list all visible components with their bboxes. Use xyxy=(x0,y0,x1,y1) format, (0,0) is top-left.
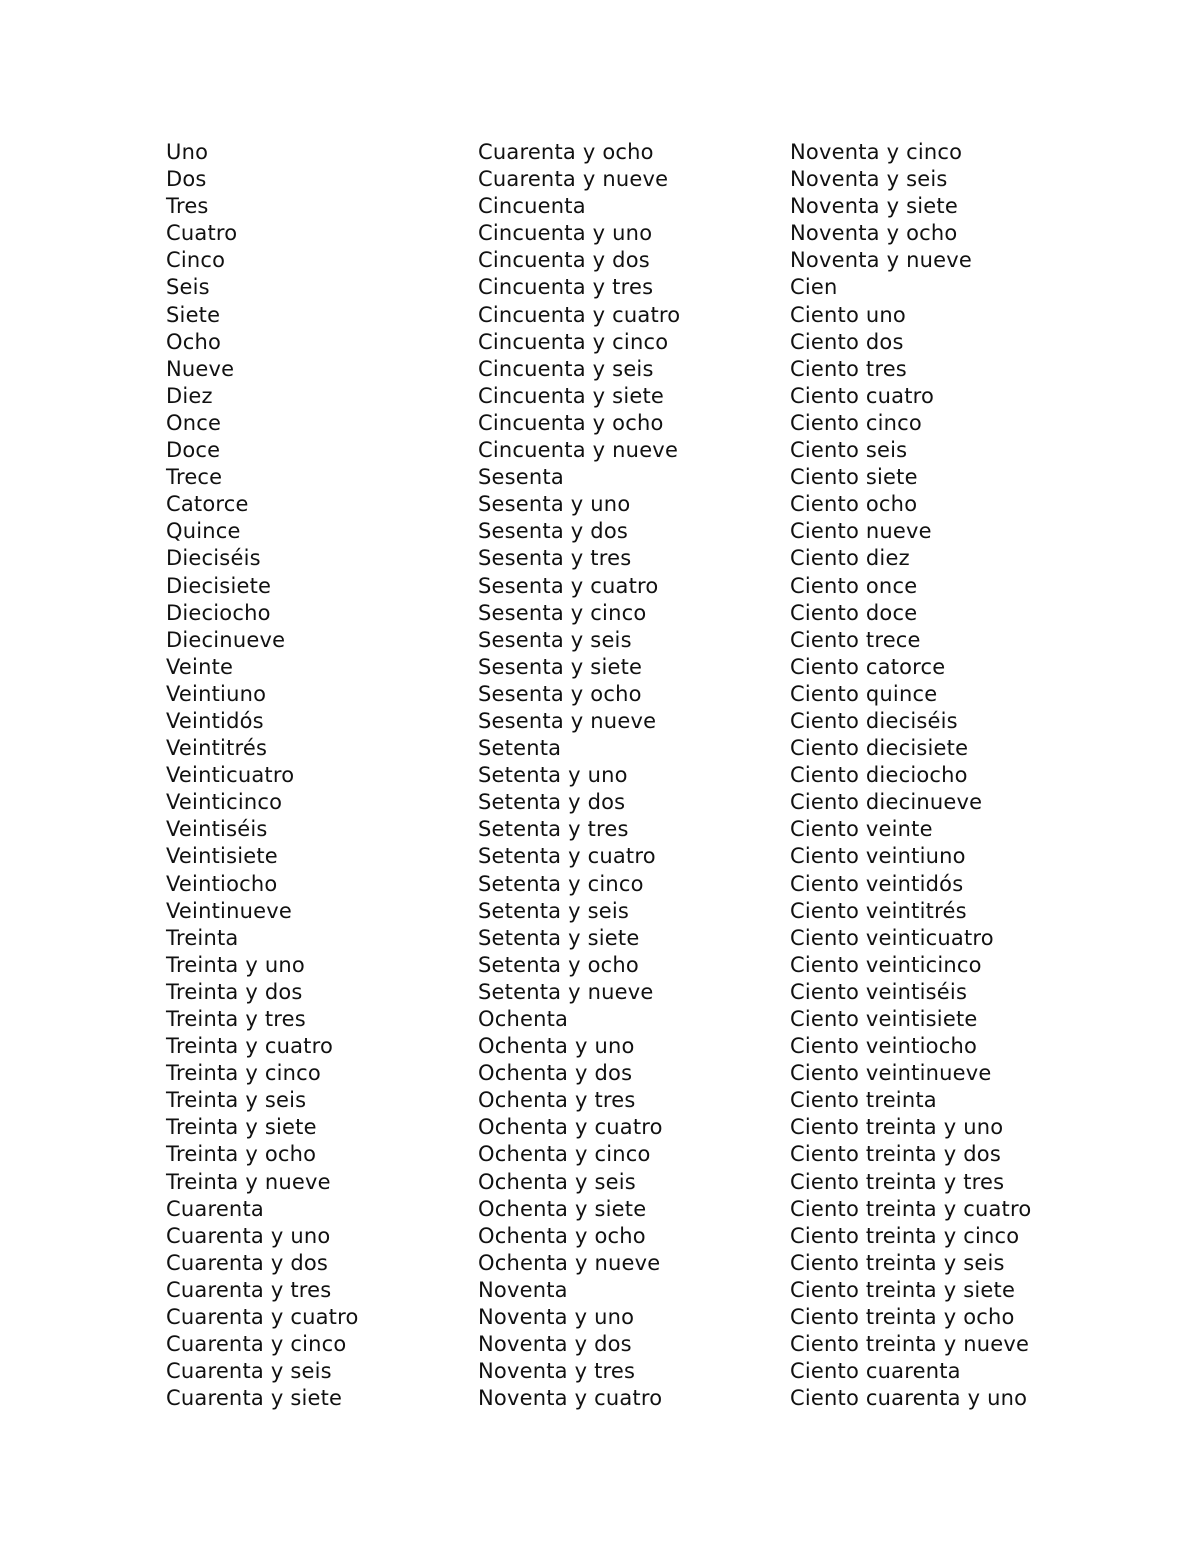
number-word: Ciento quince xyxy=(790,681,938,706)
number-word: Diecisiete xyxy=(166,573,272,598)
number-word: Cincuenta y dos xyxy=(478,248,650,273)
number-word: Setenta y uno xyxy=(478,763,628,788)
number-word: Setenta y siete xyxy=(478,925,640,950)
number-word: Ciento veinticinco xyxy=(790,952,982,977)
number-word: Treinta y nueve xyxy=(166,1169,331,1194)
number-word: Cinco xyxy=(166,248,226,273)
number-word: Sesenta y siete xyxy=(478,654,643,679)
number-word: Diez xyxy=(166,383,213,408)
number-word: Noventa xyxy=(478,1277,568,1302)
number-word: Noventa y cuatro xyxy=(478,1386,663,1411)
number-word: Cuarenta y cuatro xyxy=(166,1305,359,1330)
number-word: Cuarenta y tres xyxy=(166,1277,332,1302)
number-word: Treinta y tres xyxy=(166,1007,306,1031)
number-word: Diecinueve xyxy=(166,627,286,652)
number-word: Cuarenta y uno xyxy=(166,1223,331,1248)
number-word: Ciento treinta y tres xyxy=(790,1169,1005,1194)
number-word: Uno xyxy=(166,140,209,164)
number-word: Dos xyxy=(166,167,207,192)
number-word: Cuarenta y siete xyxy=(166,1386,343,1411)
number-word: Ciento veintinueve xyxy=(790,1061,992,1086)
number-word: Veintinueve xyxy=(166,898,292,923)
number-word: Ochenta y dos xyxy=(478,1061,633,1086)
number-word: Dieciséis xyxy=(166,546,261,571)
number-word: Cincuenta y nueve xyxy=(478,438,679,463)
number-word: Ciento cuarenta xyxy=(790,1359,961,1384)
number-word: Ciento tres xyxy=(790,356,907,381)
number-word: Ochenta y uno xyxy=(478,1034,635,1059)
number-word: Ochenta y nueve xyxy=(478,1250,661,1275)
number-word: Ciento veintisiete xyxy=(790,1007,978,1031)
number-word: Veintisiete xyxy=(166,844,278,869)
number-word: Treinta y cinco xyxy=(166,1061,321,1086)
number-word: Cincuenta y seis xyxy=(478,356,654,381)
number-word: Ciento treinta xyxy=(790,1088,937,1113)
number-word: Ciento cuarenta y uno xyxy=(790,1386,1028,1411)
number-word: Veinte xyxy=(166,654,234,679)
number-word: Ciento treinta y ocho xyxy=(790,1305,1015,1330)
number-word: Cuarenta y cinco xyxy=(166,1332,347,1357)
number-word: Ciento seis xyxy=(790,438,908,463)
number-word: Ciento treinta y nueve xyxy=(790,1332,1030,1357)
number-word: Cincuenta y uno xyxy=(478,221,653,246)
number-word: Cincuenta y cuatro xyxy=(478,302,681,327)
number-word: Catorce xyxy=(166,492,249,517)
number-word: Ciento diez xyxy=(790,546,910,571)
number-word: Sesenta y ocho xyxy=(478,681,642,706)
number-word: Veintiocho xyxy=(166,871,278,896)
number-word: Ciento treinta y uno xyxy=(790,1115,1004,1140)
number-word: Ochenta y tres xyxy=(478,1088,636,1113)
number-word: Treinta y cuatro xyxy=(166,1034,334,1059)
number-word: Ocho xyxy=(166,329,222,354)
number-word: Setenta xyxy=(478,736,562,761)
number-word: Ochenta xyxy=(478,1007,569,1031)
number-word: Ciento siete xyxy=(790,465,918,490)
number-word: Noventa y dos xyxy=(478,1332,632,1357)
number-word: Sesenta y nueve xyxy=(478,708,657,733)
number-word: Doce xyxy=(166,438,221,463)
number-word: Ciento cuatro xyxy=(790,383,935,408)
number-word: Seis xyxy=(166,275,210,300)
number-word: Setenta y nueve xyxy=(478,979,654,1004)
number-word: Ochenta y ocho xyxy=(478,1223,646,1248)
number-word: Ciento veintidós xyxy=(790,871,964,896)
number-word: Cincuenta xyxy=(478,194,586,219)
number-word: Ciento diecisiete xyxy=(790,736,969,761)
number-word: Treinta y siete xyxy=(166,1115,317,1140)
number-word: Cincuenta y cinco xyxy=(478,329,669,354)
number-word: Ciento dieciséis xyxy=(790,708,958,733)
number-word: Sesenta y cinco xyxy=(478,600,647,625)
number-word: Ciento veintiuno xyxy=(790,844,966,869)
number-word: Ciento treinta y siete xyxy=(790,1277,1016,1302)
number-word: Ciento veintitrés xyxy=(790,898,967,923)
number-column-3 xyxy=(790,139,1031,1412)
number-word: Sesenta y dos xyxy=(478,519,629,544)
number-word: Setenta y ocho xyxy=(478,952,639,977)
number-word: Ciento doce xyxy=(790,600,918,625)
number-word: Ciento veintiséis xyxy=(790,979,968,1004)
number-word: Treinta xyxy=(166,925,239,950)
number-word: Setenta y cinco xyxy=(478,871,644,896)
number-word: Treinta y seis xyxy=(166,1088,307,1113)
number-word: Dieciocho xyxy=(166,600,271,625)
number-word: Ciento cinco xyxy=(790,410,922,435)
number-column-1 xyxy=(166,139,359,1412)
number-word: Treinta y dos xyxy=(166,979,303,1004)
number-word: Ciento uno xyxy=(790,302,906,327)
number-word: Ciento dos xyxy=(790,329,904,354)
number-word: Cuarenta xyxy=(166,1196,264,1221)
number-word: Ciento treinta y cuatro xyxy=(790,1196,1032,1221)
number-word: Ciento treinta y cinco xyxy=(790,1223,1020,1248)
number-word: Veintidós xyxy=(166,708,264,733)
number-word: Cuatro xyxy=(166,221,238,246)
number-word: Setenta y seis xyxy=(478,898,630,923)
number-word: Ciento diecinueve xyxy=(790,790,983,815)
number-word: Ciento dieciocho xyxy=(790,763,968,788)
number-word: Ochenta y siete xyxy=(478,1196,647,1221)
number-word: Cuarenta y seis xyxy=(166,1359,332,1384)
number-word: Noventa y cinco xyxy=(790,140,963,164)
number-word: Sesenta xyxy=(478,465,564,490)
number-word: Ciento treinta y seis xyxy=(790,1250,1005,1275)
number-word: Quince xyxy=(166,519,241,544)
number-word: Noventa y tres xyxy=(478,1359,636,1384)
number-word: Once xyxy=(166,410,222,435)
number-word: Ciento trece xyxy=(790,627,921,652)
number-word: Cuarenta y nueve xyxy=(478,167,669,192)
number-word: Noventa y siete xyxy=(790,194,958,219)
number-word: Sesenta y tres xyxy=(478,546,632,571)
number-word: Ciento veintiocho xyxy=(790,1034,977,1059)
number-word: Veintiséis xyxy=(166,817,268,842)
number-word: Cuarenta y ocho xyxy=(478,140,654,164)
number-word: Veintiuno xyxy=(166,681,267,706)
number-word: Ochenta y cinco xyxy=(478,1142,651,1167)
number-word: Treinta y ocho xyxy=(166,1142,317,1167)
number-word: Cien xyxy=(790,275,838,300)
number-word: Sesenta y seis xyxy=(478,627,632,652)
number-word: Nueve xyxy=(166,356,235,381)
number-word: Cincuenta y tres xyxy=(478,275,654,300)
number-word: Ciento nueve xyxy=(790,519,932,544)
number-word: Veintitrés xyxy=(166,736,268,761)
number-word: Ciento treinta y dos xyxy=(790,1142,1001,1167)
number-word: Ciento catorce xyxy=(790,654,946,679)
number-word: Setenta y dos xyxy=(478,790,626,815)
number-word: Ochenta y seis xyxy=(478,1169,636,1194)
number-word: Ciento once xyxy=(790,573,918,598)
number-word: Noventa y nueve xyxy=(790,248,972,273)
number-word: Ciento ocho xyxy=(790,492,918,517)
number-word: Setenta y tres xyxy=(478,817,629,842)
number-word: Sesenta y uno xyxy=(478,492,631,517)
number-word: Veinticinco xyxy=(166,790,283,815)
number-word: Cincuenta y siete xyxy=(478,383,665,408)
number-word: Ciento veinticuatro xyxy=(790,925,994,950)
number-word: Setenta y cuatro xyxy=(478,844,656,869)
number-word: Treinta y uno xyxy=(166,952,305,977)
number-word: Veinticuatro xyxy=(166,763,295,788)
number-column-2 xyxy=(478,139,680,1412)
number-word: Noventa y seis xyxy=(790,167,948,192)
number-word: Sesenta y cuatro xyxy=(478,573,659,598)
number-word: Cuarenta y dos xyxy=(166,1250,329,1275)
number-word: Ciento veinte xyxy=(790,817,933,842)
number-word: Siete xyxy=(166,302,221,327)
number-word: Cincuenta y ocho xyxy=(478,410,664,435)
number-word: Noventa y ocho xyxy=(790,221,958,246)
number-word: Ochenta y cuatro xyxy=(478,1115,663,1140)
number-word: Noventa y uno xyxy=(478,1305,635,1330)
number-word: Tres xyxy=(166,194,209,219)
number-word: Trece xyxy=(166,465,223,490)
